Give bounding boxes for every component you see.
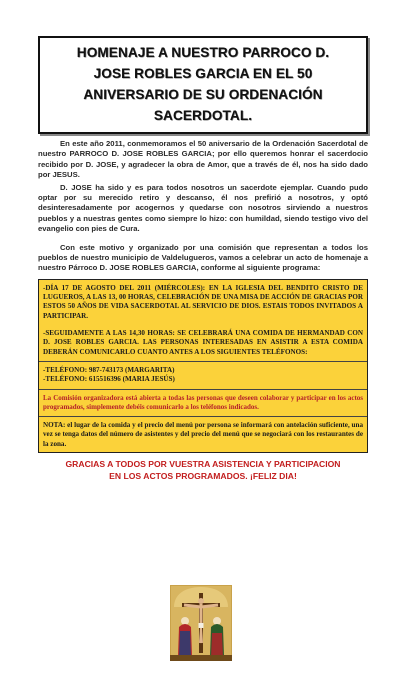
phone-margarita: -TELÉFONO: 987-743173 (MARGARITA) bbox=[43, 365, 175, 374]
program-item-mass: -DÍA 17 DE AGOSTO DEL 2011 (MIÉRCOLES): EN LA IGLESIA DEL BENDITO CRISTO DE LUGUEROS, A LAS 13, 00 HORAS, CELEBRACIÓN DE UNA MISA DE ACCIÓN DE GRACIAS POR ESTOS 50 AÑOS DE VIDA SACERDOTAL AL SERVICIO DE DIOS. ESTAIS TODOS INVITADOS A PARTICIPAR. bbox=[43, 283, 363, 320]
title-line-2: JOSE ROBLES GARCIA EN EL 50 bbox=[93, 66, 313, 81]
intro-paragraph: En este año 2011, conmemoramos el 50 aniversario de la Ordenación Sacerdotal de nuestro PARROCO D. JOSE ROBLES GARCIA; por ello queremos honrar el sacerdocio recibido por D. JOSE, y agradecer la obra de Amor, que a través de él, nos ha sido dado por JESUS. bbox=[38, 139, 368, 180]
program-divider-3 bbox=[39, 416, 367, 417]
title-box bbox=[38, 36, 368, 134]
crucifixion-image bbox=[170, 585, 232, 661]
program-divider-1 bbox=[39, 361, 367, 362]
title-line-1: HOMENAJE A NUESTRO PARROCO D. bbox=[76, 45, 330, 60]
thanks-message bbox=[38, 458, 368, 482]
program-divider-2 bbox=[39, 389, 367, 390]
phone-maria-jesus: -TELÉFONO: 615516396 (MARIA JESÚS) bbox=[43, 375, 175, 384]
program-box bbox=[38, 279, 368, 453]
commission-note: La Comisión organizadora está abierta a todas las personas que deseen colaborar y participar en los actos programados, simplemente debéis comunicarlo a los teléfonos indicados. bbox=[43, 393, 363, 411]
program-item-lunch: -SEGUIDAMENTE A LAS 14,30 HORAS: SE CELEBRARÁ UNA COMIDA DE HERMANDAD CON D. JOSE ROBLES GARCIA. LAS PERSONAS INTERESADAS EN ASISTIR A ESTA COMIDA DEBERÁN COMUNICARLO CUANTO ANTES A LOS SIGUIENTES TELÉFONOS: bbox=[43, 329, 363, 356]
crucifixion-icon bbox=[170, 585, 232, 661]
tribute-paragraph: D. JOSE ha sido y es para todos nosotros un sacerdote ejemplar. Cuando pudo optar por su merecido retiro y descanso, él nos prefirió a nosotros, y optó desinteresadamente por acogernos y quedarse con nosotros sirviendo a nuestros pueblos y a nuestras gentes como siempre lo hizo: con humildad, siendo testigo vivo del evangelio con pies de Cura. bbox=[38, 182, 368, 234]
program-intro-paragraph: Con este motivo y organizado por una comisión que representan a todos los pueblos de nuestro municipio de Valdelugueros, vamos a celebrar un acto de homenaje a nuestro Párroco D. JOSE ROBLES GARCIA, conforme al siguiente programa: bbox=[38, 242, 368, 273]
title-line-4: SACERDOTAL. bbox=[153, 108, 253, 123]
thanks-line-2: EN LOS ACTOS PROGRAMADOS. ¡FELIZ DIA! bbox=[109, 471, 297, 482]
title-line-3: ANIVERSARIO DE SU ORDENACIÓN bbox=[83, 87, 323, 102]
thanks-line-1: GRACIAS A TODOS POR VUESTRA ASISTENCIA Y PARTICIPACION bbox=[65, 459, 341, 470]
price-note: NOTA: el lugar de la comida y el precio del menú por persona se informará con antelación suficiente, una vez se tenga datos del número de asistentes y del precio del menú que se negociará con los restaurantes de la zona. bbox=[43, 421, 363, 448]
flyer-page bbox=[38, 10, 368, 482]
